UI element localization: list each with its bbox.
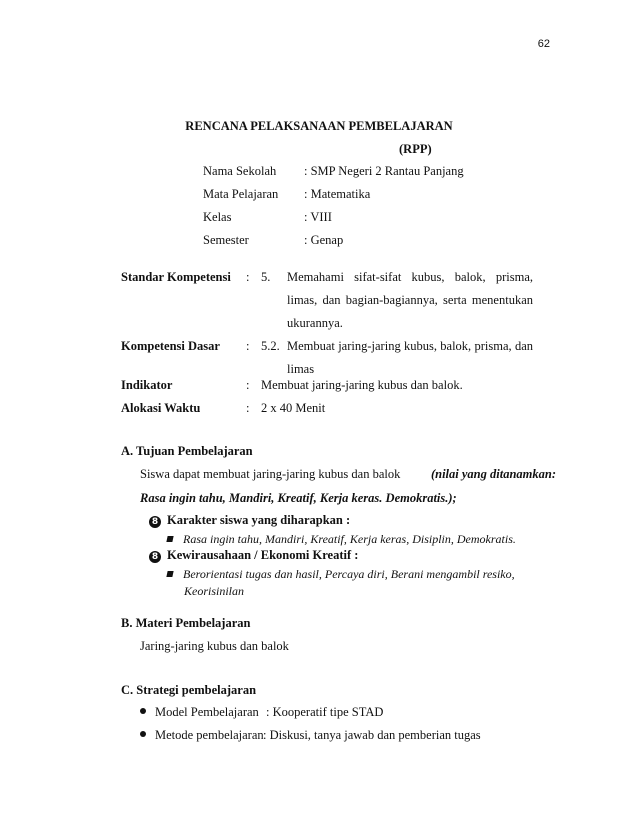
document-title: RENCANA PELAKSANAAN PEMBELAJARAN	[185, 119, 453, 133]
indikator-colon: :	[246, 378, 250, 392]
kd-line-2: limas	[287, 362, 315, 376]
sk-line-2: limas, dan bagian-bagiannya, serta menentukan	[287, 293, 533, 307]
strategy-value-method: : Diskusi, tanya jawab dan pemberian tugas	[263, 728, 481, 742]
kd-line-1: Membuat jaring-jaring kubus, balok, prisma, dan	[287, 339, 533, 353]
karakter-heading-row	[149, 513, 350, 528]
identity-label-subject: Mata Pelajaran	[203, 187, 279, 201]
kewira-heading: Kewirausahaan / Ekonomi Kreatif :	[167, 548, 359, 562]
identity-value-school: : SMP Negeri 2 Rantau Panjang	[304, 164, 464, 178]
strategy-value-model: : Kooperatif tipe STAD	[266, 705, 384, 719]
kd-number: 5.2.	[261, 339, 280, 353]
kd-label: Kompetensi Dasar	[121, 339, 220, 353]
strategy-item-method	[140, 728, 481, 743]
identity-value-semester: : Genap	[304, 233, 344, 247]
section-a-paragraph-line-1	[140, 467, 556, 482]
section-a-heading: A. Tujuan Pembelajaran	[121, 444, 253, 458]
indikator-label: Indikator	[121, 378, 173, 392]
strategy-label-method: Metode pembelajaran	[155, 728, 264, 742]
kewira-item	[167, 567, 515, 582]
strategy-item-model	[140, 705, 384, 720]
strategy-label-model: Model Pembelajaran	[155, 705, 259, 719]
kewira-heading-row	[149, 548, 358, 563]
page-number: 62	[537, 38, 550, 50]
alokasi-value: 2 x 40 Menit	[261, 401, 326, 415]
number-eight-icon: 8	[149, 551, 161, 563]
indikator-value: Membuat jaring-jaring kubus dan balok.	[261, 378, 463, 392]
sk-label: Standar Kompetensi	[121, 270, 231, 284]
section-b-text: Jaring-jaring kubus dan balok	[140, 639, 289, 653]
round-bullet-icon	[140, 708, 146, 714]
identity-label-school: Nama Sekolah	[203, 164, 277, 178]
sk-line-3: ukurannya.	[287, 316, 343, 330]
round-bullet-icon	[140, 731, 146, 737]
section-a-goal-text: Siswa dapat membuat jaring-jaring kubus dan balok	[140, 467, 401, 481]
identity-value-class: : VIII	[304, 210, 332, 224]
square-bullet-icon	[166, 571, 173, 577]
alokasi-colon: :	[246, 401, 250, 415]
kewira-item-line-1: Berorientasi tugas dan hasil, Percaya diri, Berani mengambil resiko,	[183, 567, 515, 581]
identity-value-subject: : Matematika	[304, 187, 371, 201]
number-eight-icon: 8	[149, 516, 161, 528]
identity-label-semester: Semester	[203, 233, 249, 247]
kewira-item-line-2: Keorisinilan	[184, 584, 245, 598]
sk-number: 5.	[261, 270, 271, 284]
sk-colon: :	[246, 270, 250, 284]
karakter-heading: Karakter siswa yang diharapkan :	[167, 513, 351, 527]
alokasi-label: Alokasi Waktu	[121, 401, 201, 415]
kd-colon: :	[246, 339, 250, 353]
square-bullet-icon	[166, 536, 173, 542]
karakter-item	[167, 532, 516, 547]
document-subtitle: (RPP)	[399, 142, 432, 156]
sk-line-1: Memahami sifat-sifat kubus, balok, prisma,	[287, 270, 533, 284]
section-a-values-list: Rasa ingin tahu, Mandiri, Kreatif, Kerja keras. Demokratis.);	[140, 491, 457, 505]
section-c-heading: C. Strategi pembelajaran	[121, 683, 257, 697]
identity-label-class: Kelas	[203, 210, 232, 224]
karakter-item-text: Rasa ingin tahu, Mandiri, Kreatif, Kerja keras, Disiplin, Demokratis.	[183, 532, 516, 546]
section-a-values-intro: (nilai yang ditanamkan:	[430, 467, 556, 481]
section-b-heading: B. Materi Pembelajaran	[121, 616, 251, 630]
